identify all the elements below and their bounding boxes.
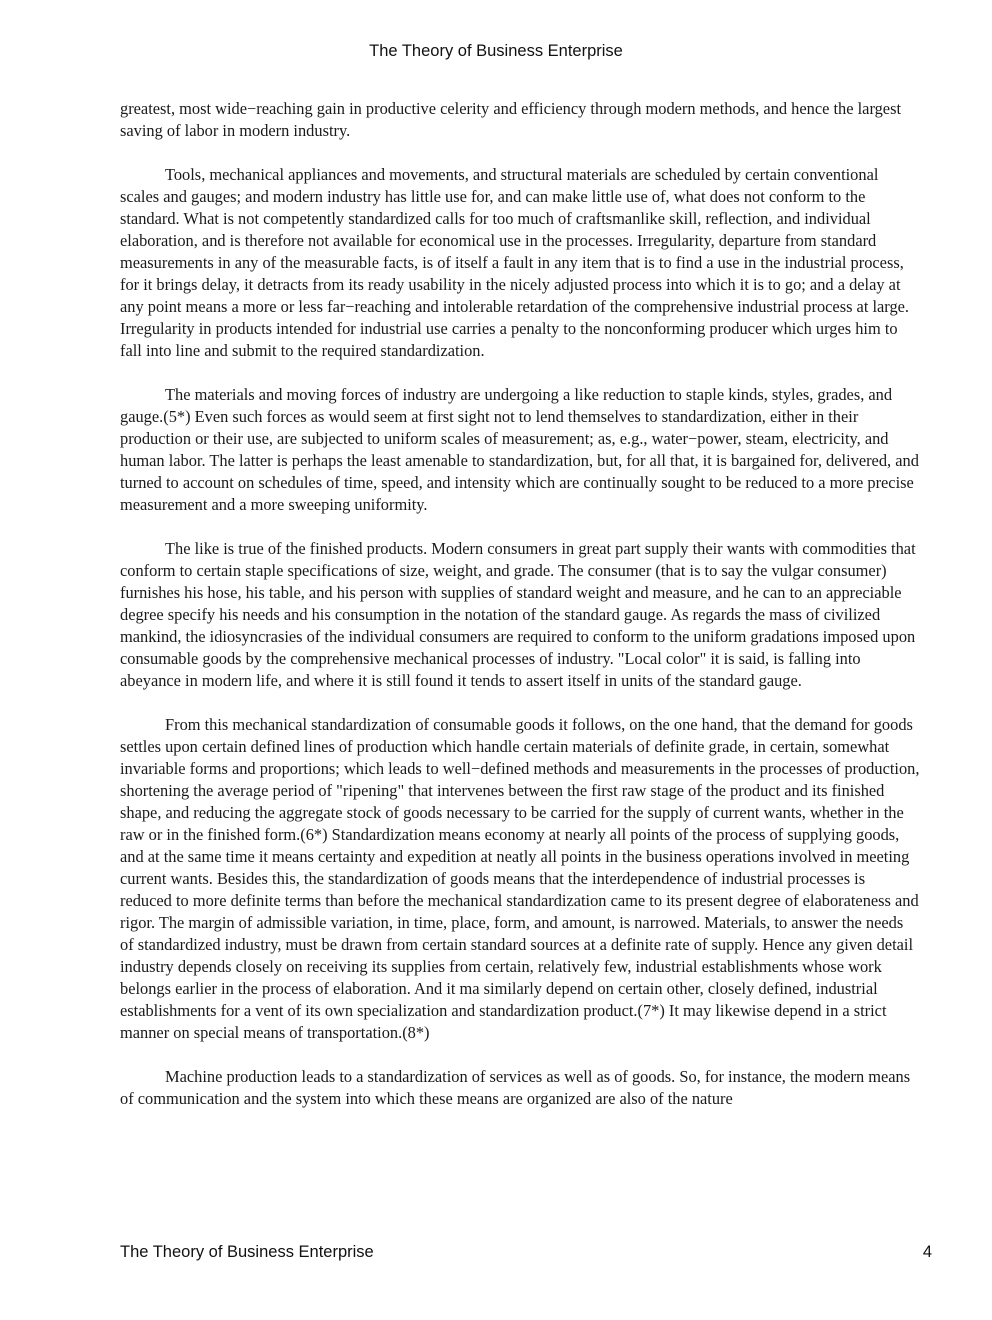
paragraph: The materials and moving forces of industry are undergoing a like reduction to staple kinds, styles, grades, and gauge.(5*) Even such forces as would seem at first sight not to lend themselves to standardization, either in their production or their use, are subjected to uniform scales of measurement; as, e.g., water−power, steam, electricity, and human labor. The latter is perhaps the least amenable to standardization, but, for all that, it is bargained for, delivered, and turned to account on schedules of time, speed, and intensity which are continually sought to be reduced to a more precise measurement and a more sweeping uniformity. [120,385,919,514]
page-number: 4 [922,1243,932,1261]
page-body [120,98,920,1132]
paragraph: Tools, mechanical appliances and movements, and structural materials are scheduled by certain conventional scales and gauges; and modern industry has little use for, and can make little use of, what does not conform to the standard. What is not competently standardized calls for too much of craftsmanlike skill, reflection, and individual elaboration, and is therefore not available for economical use in the processes. Irregularity, departure from standard measurements in any of the measurable facts, is of itself a fault in any item that is to find a use in the industrial process, for it brings delay, it detracts from its ready usability in the nicely adjusted process into which it is to go; and a delay at any point means a more or less far−reaching and intolerable retardation of the comprehensive industrial process at large. Irregularity in products intended for industrial use carries a penalty to the nonconforming producer which urges him to fall into line and submit to the required standardization. [120,165,910,360]
page-header [0,42,992,61]
paragraph: Machine production leads to a standardization of services as well as of goods. So, for instance, the modern means of communication and the system into which these means are organized are also of the nature [120,1067,911,1108]
paragraph: From this mechanical standardization of consumable goods it follows, on the one hand, that the demand for goods settles upon certain defined lines of production which handle certain materials of definite grade, in certain, somewhat invariable forms and proportions; which leads to well−defined methods and measurements in the processes of production, shortening the average period of "ripening" that intervenes between the first raw stage of the product and its finished shape, and reducing the aggregate stock of goods necessary to be carried for the supply of current wants, whether in the raw or in the finished form.(6*) Standardization means economy at nearly all points of the process of supplying goods, and at the same time it means certainty and expedition at neatly all points in the business operations involved in meeting current wants. Besides this, the standardization of goods means that the interdependence of industrial processes is reduced to more definite terms than before the mechanical standardization came to its present degree of elaborateness and rigor. The margin of admissible variation, in time, place, form, and amount, is narrowed. Materials, to answer the needs of standardized industry, must be drawn from certain standard sources at a definite rate of supply. Hence any given detail industry depends closely on receiving its supplies from certain, relatively few, industrial establishments whose work belongs earlier in the process of elaboration. And it ma similarly depend on certain other, closely defined, industrial establishments for a vent of its own specialization and standardization product.(7*) It may likewise depend in a strict manner on special means of transportation.(8*) [120,715,920,1042]
page-footer [120,1243,932,1262]
paragraph-continuation: greatest, most wide−reaching gain in productive celerity and efficiency through modern methods, and hence the largest saving of labor in modern industry. [120,99,902,140]
paragraph: The like is true of the finished products. Modern consumers in great part supply their wants with commodities that conform to certain staple specifications of size, weight, and grade. The consumer (that is to say the vulgar consumer) furnishes his hose, his table, and his person with supplies of standard weight and measure, and he can to an appreciable degree specify his needs and his consumption in the notation of the standard gauge. As regards the mass of civilized mankind, the idiosyncrasies of the individual consumers are required to conform to the uniform gradations imposed upon consumable goods by the comprehensive mechanical processes of industry. "Local color" it is said, is falling into abeyance in modern life, and where it is still found it tends to assert itself in units of the standard gauge. [120,539,916,690]
footer-title: The Theory of Business Enterprise [120,1243,374,1261]
running-title: The Theory of Business Enterprise [369,42,623,60]
